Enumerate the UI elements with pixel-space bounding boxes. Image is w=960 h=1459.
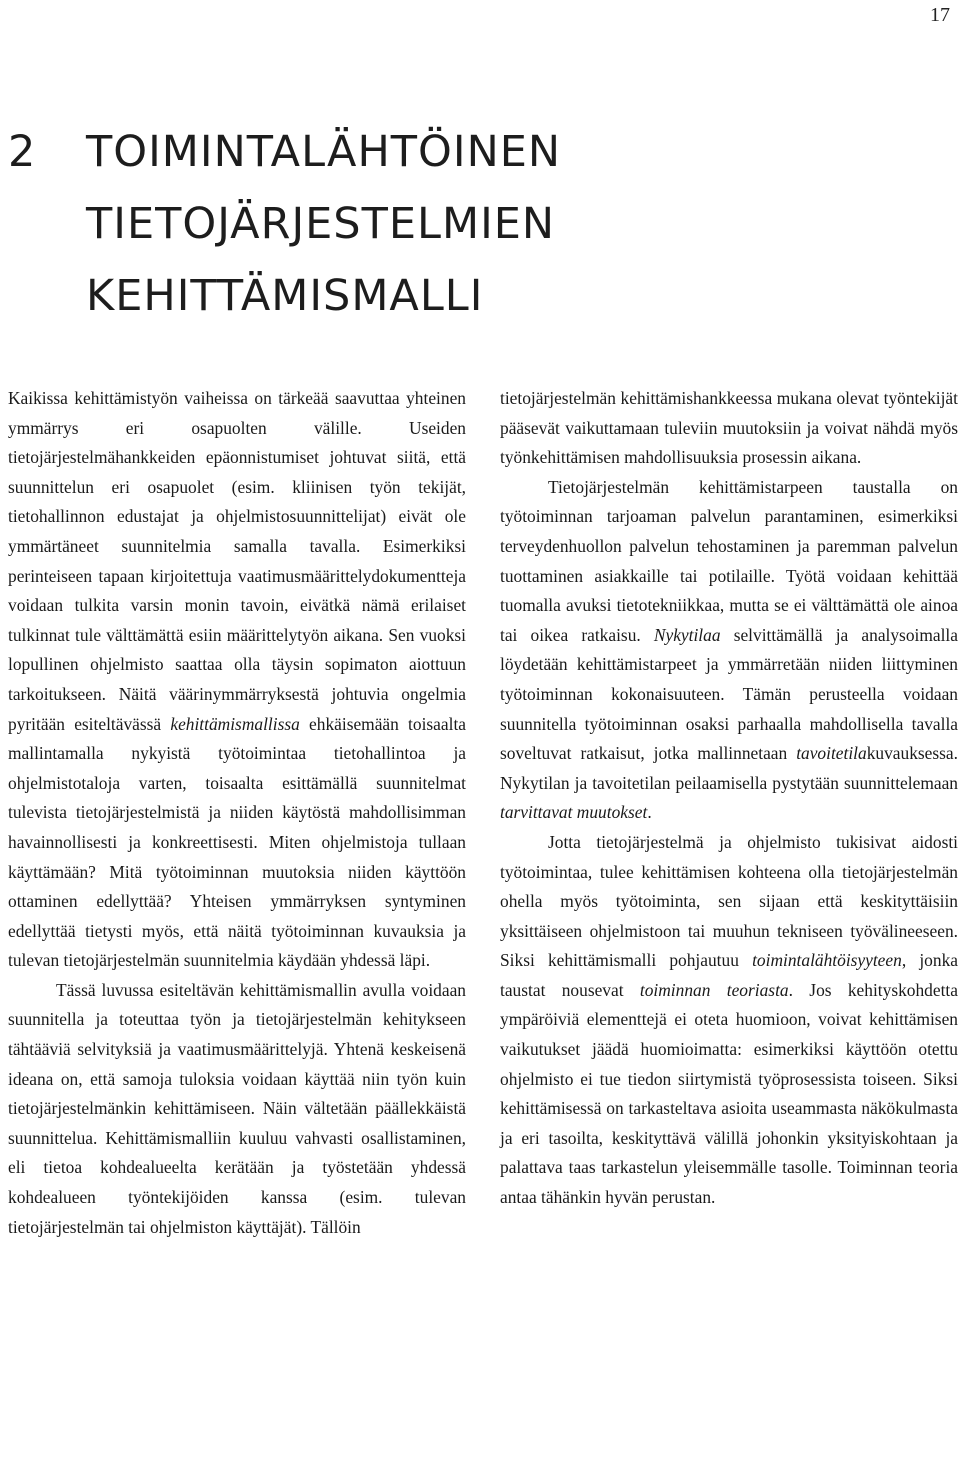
- emphasis-term: toimintalähtöisyyteen: [752, 950, 902, 971]
- text-run: Tietojärjestelmän kehittämistarpeen taustalla on työtoiminnan tarjoaman palvelun parantaminen, esimerkiksi terveydenhuollon palvelun tehostaminen ja paremman palvelun tuottaminen asiakkaille tai potilaille. Työtä voidaan kehittää tuomalla avuksi tietotekniikkaa, mutta se ei välttämättä ole ainoa tai oikea ratkaisu.: [500, 476, 958, 645]
- emphasis-term: toiminnan teoriasta: [639, 979, 789, 1000]
- text-run: .: [647, 802, 652, 823]
- paragraph: tietojärjestelmän kehittämishankkeessa mukana olevat työntekijät pääsevät vaikuttamaan tuleviin muutoksiin ja voivat nähdä myös työnkehittämisen mahdollisuuksia prosessin aikana.: [500, 388, 958, 468]
- page-number: 17: [930, 4, 950, 26]
- text-run: Kaikissa kehittämistyön vaiheissa on tärkeää saavuttaa yhteinen ymmärrys eri osapuolten välille. Useiden tietojärjestelmähankkeiden epäonnistumiset johtuvat siitä, että suunnittelun eri osapuolet (esim. kliinisen työn tekijät, tietohallinnon edustajat ja ohjelmistosuunnittelijat) eivät ole ymmärtäneet suunnitelmia samalla tavalla. Esimerkiksi perinteiseen tapaan kirjoitettuja vaatimusmäärittelydokumentteja voidaan tulkita varsin monin tavoin, eivätkä nämä erilaiset tulkinnat tule välttämättä esiin määrittelytyön aikana. Sen vuoksi lopullinen ohjelmisto saattaa olla täysin sopimaton aiottuun tarkoitukseen. Näitä väärinymmärryksestä johtuvia ongelmia pyritään esiteltävässä: [8, 388, 466, 734]
- text-run: Jotta tietojärjestelmä ja ohjelmisto tukisivat aidosti työtoimintaa, tulee kehittämisen kohteena olla tietojärjestelmän ohella myös työtoiminta, sen sijaan että keskityttäisiin yksittäiseen ohjelmistoon tai muuhun tekniseen työvälineeseen. Siksi kehittämismalli pohjautuu: [500, 831, 958, 971]
- emphasis-term: kehittämismallissa: [170, 713, 300, 734]
- emphasis-term: tavoitetila: [796, 743, 867, 764]
- paragraph: [500, 473, 958, 828]
- paragraph: [500, 828, 958, 1213]
- chapter-title: [86, 116, 561, 332]
- chapter-title-line: TOIMINTALÄHTÖINEN: [86, 127, 562, 177]
- text-run: . Jos kehityskohdetta ympäröiviä elementtejä ei oteta huomioon, voivat kehittämisen vaikutukset jäädä huomioimatta: esimerkiksi käyttöön otettu ohjelmisto ei tue tiedon siirtymistä työprosessista toiseen. Siksi kehittämisessä on tarkasteltava asioita useammasta näkökulmasta ja eri tasoilta, keskityttävä välillä johonkin yksityiskohtaan ja palattava taas tarkastelun yleisemmälle tasolle. Toiminnan teoria antaa tähänkin hyvän perustan.: [500, 979, 958, 1208]
- paragraph: [8, 384, 466, 976]
- chapter-title-line: TIETOJÄRJESTELMIEN: [86, 199, 556, 249]
- text-run: selvittämällä ja analysoimalla löydetään kehittämistarpeet ja ymmärretään niiden liittyminen työtoiminnan kokonaisuuteen. Tämän perusteella voidaan suunnitella työtoiminnan osaksi parhaalla mahdollisella tavalla soveltuvat ratkaisut, jotka mallinnetaan: [500, 624, 958, 764]
- text-run: , jonka taustat nousevat: [500, 950, 958, 1000]
- text-run: kuvauksessa. Nykytilan ja tavoitetilan peilaamisella pystytään suunnittelemaan: [500, 743, 958, 793]
- chapter-number: 2: [8, 127, 37, 177]
- chapter-title-line: KEHITTÄMISMALLI: [86, 271, 484, 321]
- emphasis-term: Nykytilaa: [653, 624, 721, 645]
- left-text-column: [8, 384, 466, 1242]
- emphasis-term: tarvittavat muutokset: [500, 802, 648, 823]
- paragraph: Tässä luvussa esiteltävän kehittämismallin avulla voidaan suunnitella ja toteuttaa työn ja tietojärjestelmän kehitykseen tähtääviä selvityksiä ja vaatimusmäärittelyjä. Yhtenä keskeisenä ideana on, että samoja tuloksia voidaan käyttää niin työn kuin tietojärjestelmänkin kehittämiseen. Näin vältetään päällekkäistä suunnittelua. Kehittämismalliin kuuluu vahvasti osallistaminen, eli tietoa kohdealueelta kerätään ja työstetään yhdessä kohdealueen työntekijöiden kanssa (esim. tulevan tietojärjestelmän tai ohjelmiston käyttäjät). Tällöin: [8, 979, 466, 1237]
- text-run: ehkäisemään toisaalta mallintamalla nykyistä työtoimintaa tietohallintoa ja ohjelmistotaloja varten, toisaalta esittämällä suunnitelmat tulevista tietojärjestelmistä ja niiden käytöstä mahdollisimman havainnollisesti ja konkreettisesti. Miten ohjelmistoja tullaan käyttämään? Mitä työtoiminnan muutoksia niiden käyttöön ottaminen edellyttää? Yhteisen ymmärryksen syntyminen edellyttää tietysti myös, että näitä työtoiminnan kuvauksia ja tulevan tietojärjestelmän suunnitelmia käydään yhdessä läpi.: [8, 713, 467, 971]
- chapter-heading: [8, 116, 561, 332]
- right-text-column: [500, 384, 958, 1213]
